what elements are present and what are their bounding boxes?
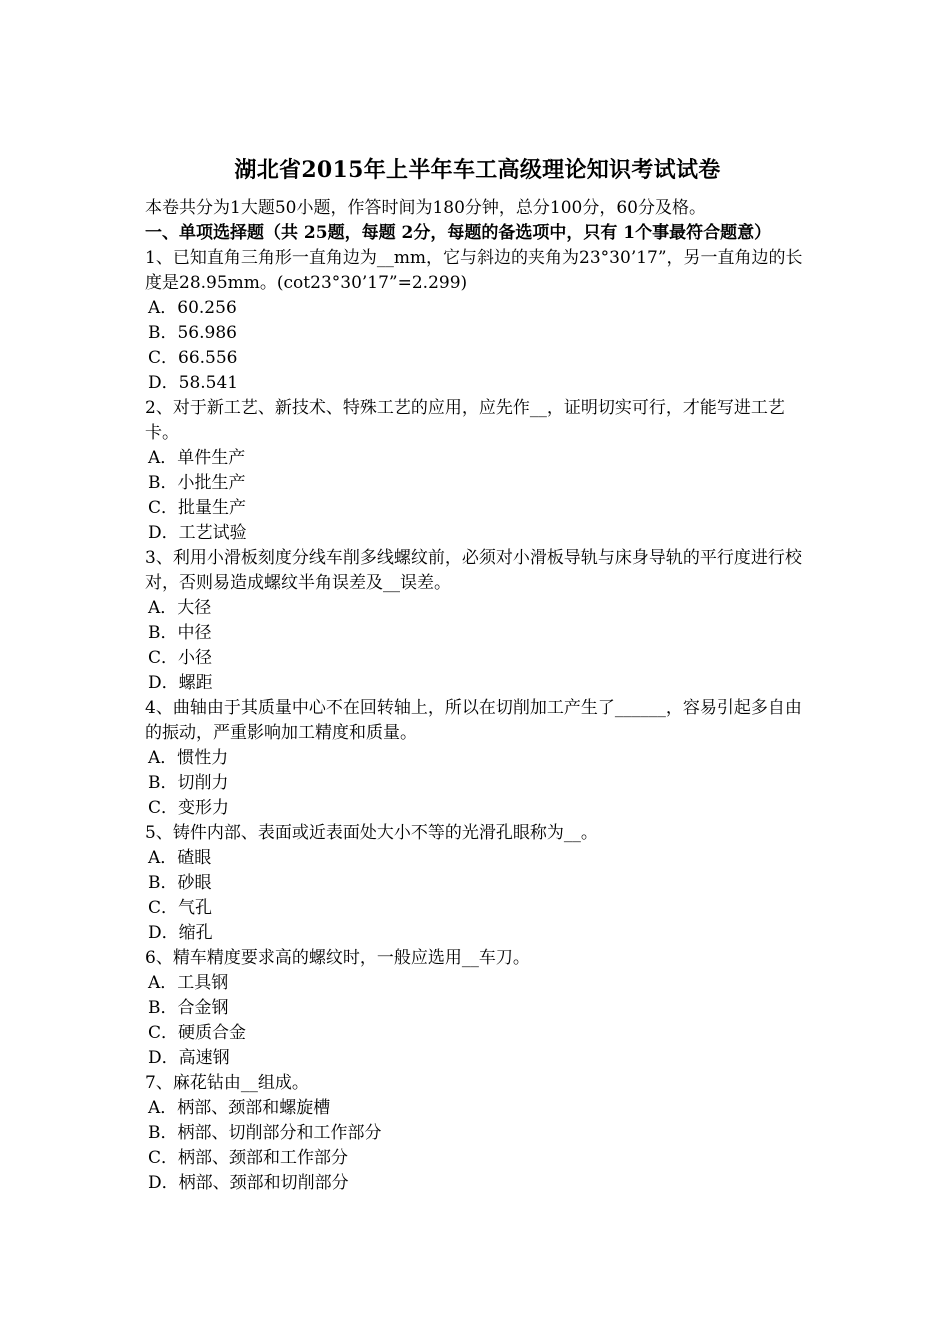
answer-option: C．硬质合金 bbox=[148, 1023, 247, 1043]
question-block bbox=[145, 696, 810, 821]
answer-option: B．柄部、切削部分和工作部分 bbox=[148, 1123, 382, 1143]
answer-option: A．大径 bbox=[148, 598, 212, 618]
option-list bbox=[145, 971, 810, 1071]
answer-option: B．56.986 bbox=[148, 323, 237, 343]
question-block bbox=[145, 546, 810, 696]
answer-option: A．惯性力 bbox=[148, 748, 229, 768]
option-list bbox=[145, 1096, 810, 1196]
document-title: 湖北省2015年上半年车工高级理论知识考试试卷 bbox=[234, 157, 721, 183]
question-block bbox=[145, 246, 810, 396]
answer-option: C．66.556 bbox=[148, 348, 238, 368]
answer-option: D．58.541 bbox=[148, 373, 239, 393]
option-list bbox=[145, 296, 810, 396]
question-stem: 2、对于新工艺、新技术、特殊工艺的应用，应先作__，证明切实可行，才能写进工艺卡。 bbox=[145, 398, 785, 443]
answer-option: B．合金钢 bbox=[148, 998, 229, 1018]
answer-option: A．工具钢 bbox=[148, 973, 229, 993]
option-list bbox=[145, 846, 810, 946]
question-stem: 7、麻花钻由__组成。 bbox=[145, 1073, 309, 1093]
answer-option: C．变形力 bbox=[148, 798, 230, 818]
answer-option: A．柄部、颈部和螺旋槽 bbox=[148, 1098, 331, 1118]
question-block bbox=[145, 821, 810, 946]
answer-option: C．批量生产 bbox=[148, 498, 247, 518]
option-list bbox=[145, 746, 810, 821]
answer-option: A．60.256 bbox=[148, 298, 237, 318]
answer-option: D．螺距 bbox=[148, 673, 213, 693]
answer-option: B．砂眼 bbox=[148, 873, 212, 893]
document-page bbox=[145, 150, 810, 1196]
answer-option: C．柄部、颈部和工作部分 bbox=[148, 1148, 349, 1168]
question-stem: 5、铸件内部、表面或近表面处大小不等的光滑孔眼称为__。 bbox=[145, 823, 598, 843]
question-stem: 6、精车精度要求高的螺纹时，一般应选用__车刀。 bbox=[145, 948, 530, 968]
section-heading: 一、单项选择题（共 25题，每题 2分，每题的备选项中，只有 1个事最符合题意） bbox=[145, 223, 772, 243]
question-block bbox=[145, 1071, 810, 1196]
answer-option: B．切削力 bbox=[148, 773, 229, 793]
answer-option: B．中径 bbox=[148, 623, 212, 643]
option-list bbox=[145, 446, 810, 546]
exam-intro: 本卷共分为1大题50小题，作答时间为180分钟，总分100分，60分及格。 bbox=[145, 198, 706, 218]
question-list bbox=[145, 246, 810, 1196]
answer-option: D．高速钢 bbox=[148, 1048, 230, 1068]
question-stem: 4、曲轴由于其质量中心不在回转轴上，所以在切削加工产生了______，容易引起多自由的振动，严重影响加工精度和质量。 bbox=[145, 698, 802, 743]
answer-option: C．小径 bbox=[148, 648, 213, 668]
answer-option: C．气孔 bbox=[148, 898, 213, 918]
answer-option: D．柄部、颈部和切削部分 bbox=[148, 1173, 349, 1193]
question-block bbox=[145, 946, 810, 1071]
answer-option: B．小批生产 bbox=[148, 473, 246, 493]
answer-option: D．缩孔 bbox=[148, 923, 213, 943]
question-stem: 3、利用小滑板刻度分线车削多线螺纹前，必须对小滑板导轨与床身导轨的平行度进行校对，否则易造成螺纹半角误差及__误差。 bbox=[145, 548, 802, 593]
question-stem: 1、已知直角三角形一直角边为__mm，它与斜边的夹角为23°30’17”，另一直角边的长度是28.95mm。(cot23°30’17”=2.299) bbox=[145, 248, 803, 293]
answer-option: A．碴眼 bbox=[148, 848, 212, 868]
option-list bbox=[145, 596, 810, 696]
question-block bbox=[145, 396, 810, 546]
answer-option: A．单件生产 bbox=[148, 448, 246, 468]
answer-option: D．工艺试验 bbox=[148, 523, 247, 543]
